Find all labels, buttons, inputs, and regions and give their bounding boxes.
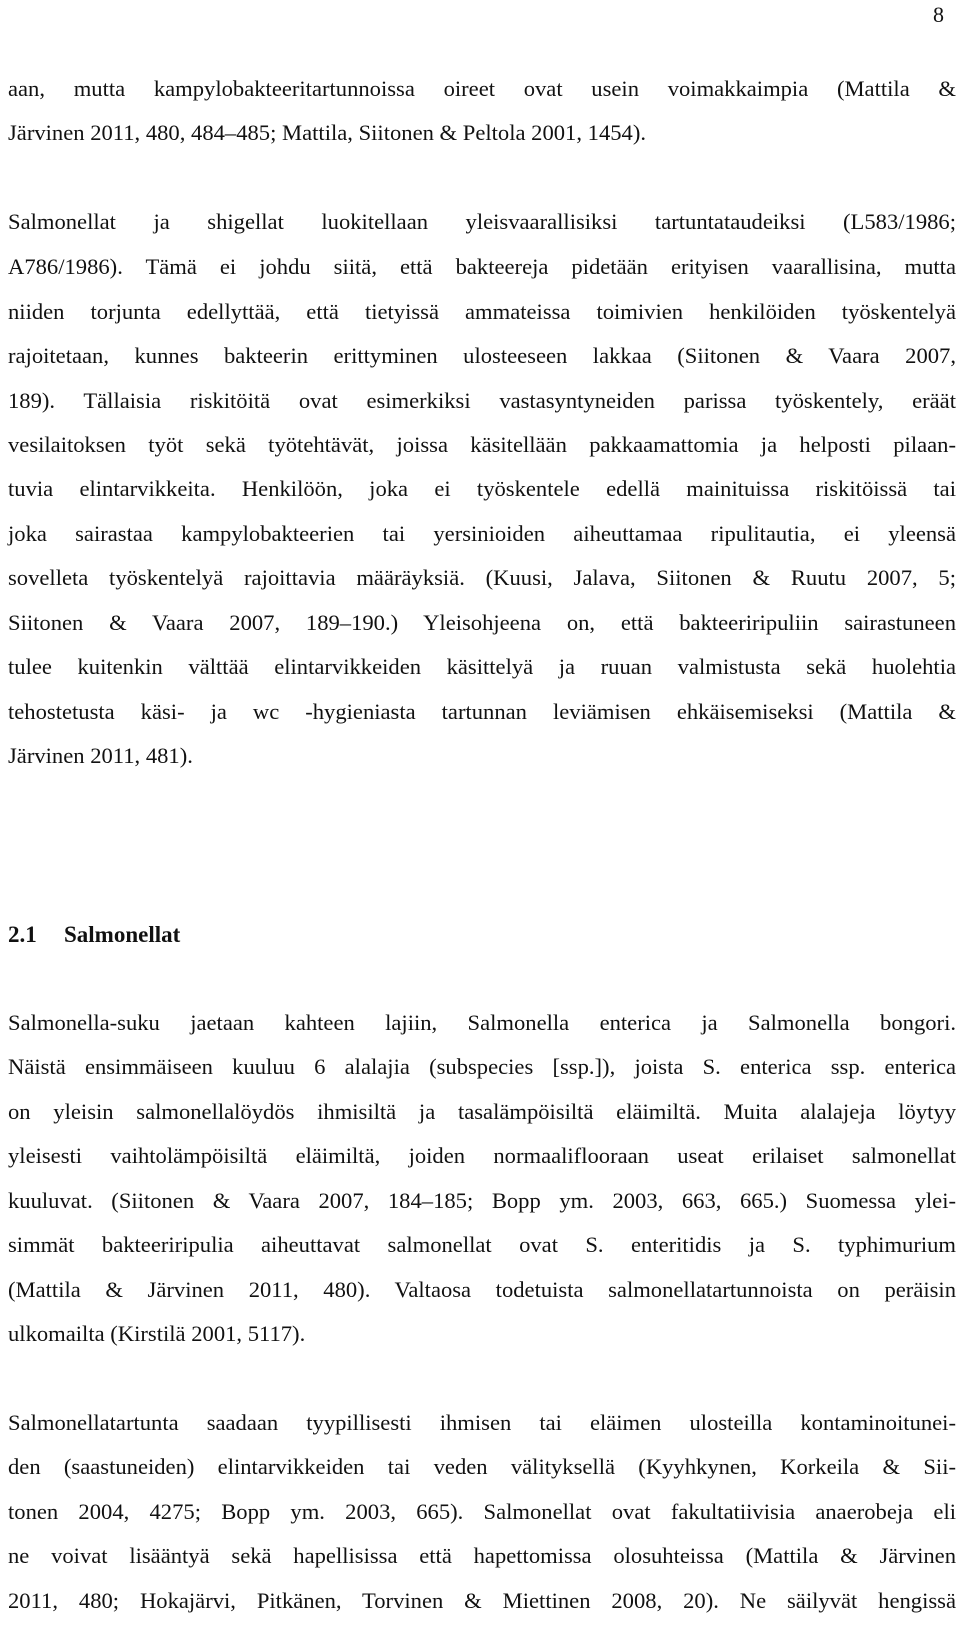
paragraph-2-line-3: niiden torjunta edellyttää, että tietyissä ammateissa toimivien henkilöiden työskentelyä bbox=[8, 299, 956, 324]
paragraph-4-line-2: den (saastuneiden) elintarvikkeiden tai veden välityksellä (Kyyhkynen, Korkeila & Sii- bbox=[8, 1454, 956, 1479]
paragraph-1-line-1: aan, mutta kampylobakteeritartunnoissa oireet ovat usein voimakkaimpia (Mattila & bbox=[8, 76, 956, 101]
paragraph-2-line-5: 189). Tällaisia riskitöitä ovat esimerkiksi vastasyntyneiden parissa työskentely, eräät bbox=[8, 388, 956, 413]
paragraph-2-line-4: rajoitetaan, kunnes bakteerin erittyminen ulosteeseen lakkaa (Siitonen & Vaara 2007, bbox=[8, 343, 956, 368]
section-heading bbox=[8, 920, 180, 950]
paragraph-2-line-7: tuvia elintarvikkeita. Henkilöön, joka ei työskentele edellä mainituissa riskitöissä tai bbox=[8, 476, 956, 501]
paragraph-2-line-8: joka sairastaa kampylobakteerien tai yersinioiden aiheuttamaa ripulitautia, ei yleensä bbox=[8, 521, 956, 546]
paragraph-3-line-5: kuuluvat. (Siitonen & Vaara 2007, 184–185; Bopp ym. 2003, 663, 665.) Suomessa ylei- bbox=[8, 1188, 956, 1213]
paragraph-2-line-1: Salmonellat ja shigellat luokitellaan yleisvaarallisiksi tartuntataudeiksi (L583/1986; bbox=[8, 209, 956, 234]
paragraph-3-line-2: Näistä ensimmäiseen kuuluu 6 alalajia (subspecies [ssp.]), joista S. enterica ssp. enterica bbox=[8, 1054, 956, 1079]
section-number: 2.1 bbox=[8, 922, 37, 947]
paragraph-4-line-1: Salmonellatartunta saadaan tyypillisesti ihmisen tai eläimen ulosteilla kontaminoitunei- bbox=[8, 1410, 956, 1435]
paragraph-3-line-6: simmät bakteeriripulia aiheuttavat salmonellat ovat S. enteritidis ja S. typhimurium bbox=[8, 1232, 956, 1257]
paragraph-3-line-4: yleisesti vaihtolämpöisiltä eläimiltä, joiden normaaliflooraan useat erilaiset salmonellat bbox=[8, 1143, 956, 1168]
paragraph-2-line-13: Järvinen 2011, 481). bbox=[8, 743, 193, 768]
paragraph-3-line-1: Salmonella-suku jaetaan kahteen lajiin, Salmonella enterica ja Salmonella bongori. bbox=[8, 1010, 956, 1035]
paragraph-3-line-3: on yleisin salmonellalöydös ihmisiltä ja tasalämpöisiltä eläimiltä. Muita alalajeja löytyy bbox=[8, 1099, 956, 1124]
paragraph-4-line-5: 2011, 480; Hokajärvi, Pitkänen, Torvinen & Miettinen 2008, 20). Ne säilyvät hengissä bbox=[8, 1588, 956, 1613]
section-title: Salmonellat bbox=[64, 922, 181, 947]
paragraph-3-line-7: (Mattila & Järvinen 2011, 480). Valtaosa todetuista salmonellatartunnoista on peräisin bbox=[8, 1277, 956, 1302]
paragraph-4-line-3: tonen 2004, 4275; Bopp ym. 2003, 665). Salmonellat ovat fakultatiivisia anaerobeja eli bbox=[8, 1499, 956, 1524]
paragraph-2-line-2: A786/1986). Tämä ei johdu siitä, että bakteereja pidetään erityisen vaarallisina, mutta bbox=[8, 254, 956, 279]
paragraph-3-line-8: ulkomailta (Kirstilä 2001, 5117). bbox=[8, 1321, 306, 1346]
paragraph-1-line-2: Järvinen 2011, 480, 484–485; Mattila, Siitonen & Peltola 2001, 1454). bbox=[8, 120, 647, 145]
paragraph-2-line-11: tulee kuitenkin välttää elintarvikkeiden käsittelyä ja ruuan valmistusta sekä huolehtia bbox=[8, 654, 956, 679]
paragraph-2-line-9: sovelleta työskentelyä rajoittavia määräyksiä. (Kuusi, Jalava, Siitonen & Ruutu 2007, 5; bbox=[8, 565, 956, 590]
paragraph-4-line-4: ne voivat lisääntyä sekä hapellisissa että hapettomissa olosuhteissa (Mattila & Järvinen bbox=[8, 1543, 956, 1568]
paragraph-2-line-6: vesilaitoksen työt sekä työtehtävät, joissa käsitellään pakkaamattomia ja helposti pilaan- bbox=[8, 432, 956, 457]
paragraph-2-line-10: Siitonen & Vaara 2007, 189–190.) Yleisohjeena on, että bakteeriripuliin sairastuneen bbox=[8, 610, 956, 635]
page-number: 8 bbox=[933, 2, 944, 27]
paragraph-2-line-12: tehostetusta käsi- ja wc -hygieniasta tartunnan leviämisen ehkäisemiseksi (Mattila & bbox=[8, 699, 956, 724]
